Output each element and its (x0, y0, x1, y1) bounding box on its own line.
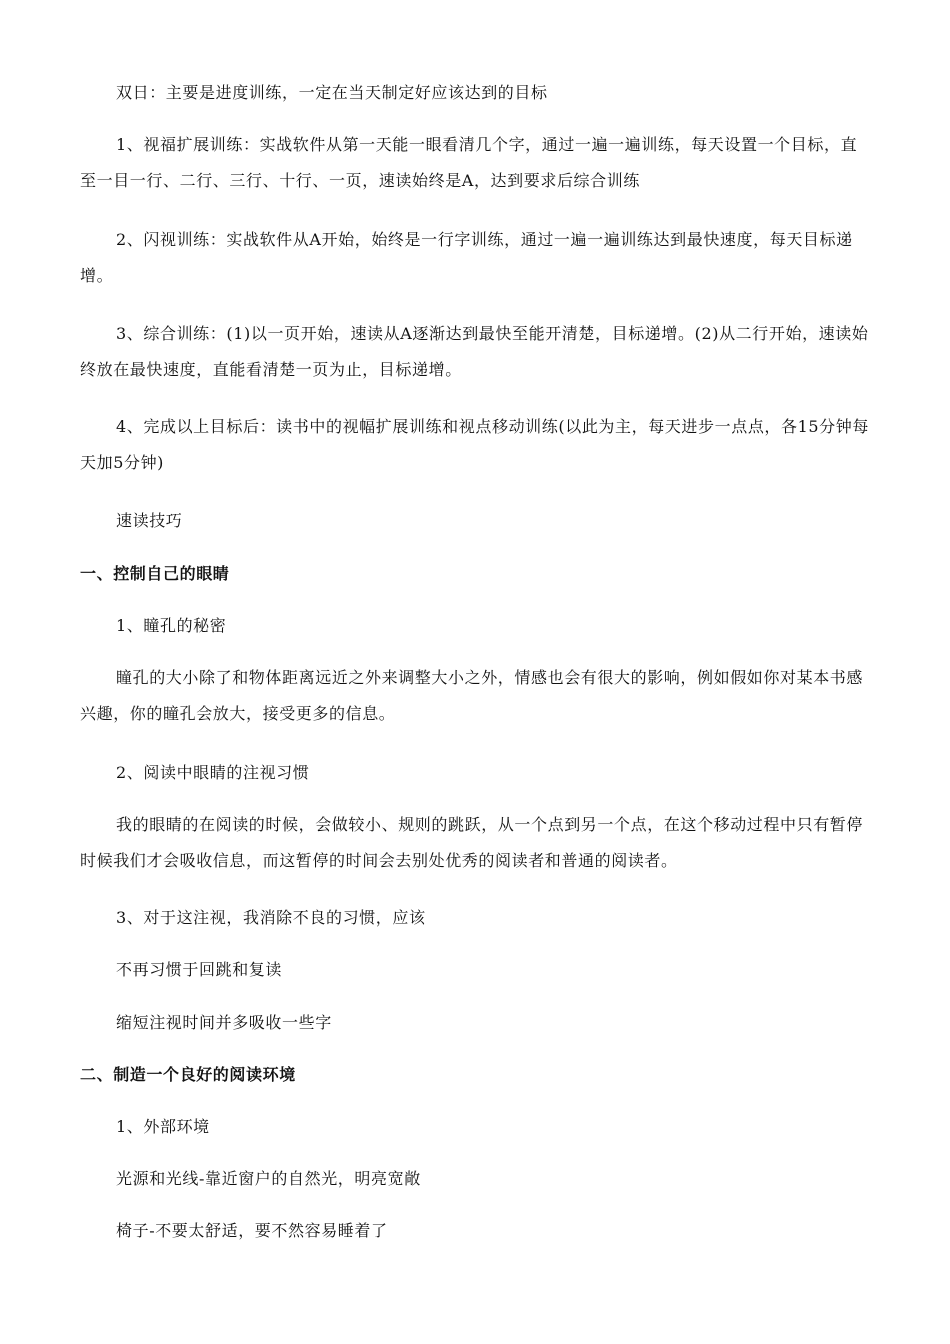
paragraph-shorten-fixation: 缩短注视时间并多吸收一些字 (116, 1013, 332, 1032)
paragraph-pupil-size: 瞳孔的大小除了和物体距离远近之外来调整大小之外，情感也会有很大的影响，例如假如你对某本书感兴趣，你的瞳孔会放大，接受更多的信息。 (80, 668, 864, 723)
paragraph-eye-movement: 我的眼睛的在阅读的时候，会做较小、规则的跳跃，从一个点到另一个点，在这个移动过程中只有暂停时候我们才会吸收信息，而这暂停的时间会去别处优秀的阅读者和普通的阅读者。 (80, 815, 864, 870)
heading-control-eyes: 一、控制自己的眼睛 (80, 564, 230, 583)
paragraph-chair: 椅子-不要太舒适，要不然容易睡着了 (116, 1221, 388, 1240)
paragraph-light-source: 光源和光线-靠近窗户的自然光，明亮宽敞 (116, 1169, 421, 1188)
heading-reading-environment: 二、制造一个良好的阅读环境 (80, 1065, 296, 1084)
paragraph-vision-expansion: 1、视福扩展训练：实战软件从第一天能一眼看清几个字，通过一遍一遍训练，每天设置一个目标，直至一目一行、二行、三行、十行、一页，速读始终是A，达到要求后综合训练 (80, 135, 858, 190)
paragraph-after-goals: 4、完成以上目标后：读书中的视幅扩展训练和视点移动训练(以此为主，每天进步一点点，各15分钟每天加5分钟) (80, 417, 869, 472)
paragraph-fixation-habit: 2、阅读中眼睛的注视习惯 (116, 763, 310, 782)
paragraph-eliminate-habits: 3、对于这注视，我消除不良的习惯，应该 (116, 908, 426, 927)
paragraph-no-regression: 不再习惯于回跳和复读 (116, 960, 283, 979)
paragraph-combined-training: 3、综合训练：(1)以一页开始，速读从A逐渐达到最快至能开清楚，目标递增。(2)从二行开始，速读始终放在最快速度，直能看清楚一页为止，目标递增。 (80, 324, 869, 379)
paragraph-external-environment: 1、外部环境 (116, 1117, 210, 1136)
paragraph-dual-day: 双日：主要是进度训练，一定在当天制定好应该达到的目标 (116, 83, 548, 102)
paragraph-speed-reading-tips: 速读技巧 (116, 511, 183, 530)
paragraph-flash-training: 2、闪视训练：实战软件从A开始，始终是一行字训练，通过一遍一遍训练达到最快速度，每天目标递增。 (80, 230, 853, 285)
paragraph-pupil-secret: 1、瞳孔的秘密 (116, 616, 227, 635)
